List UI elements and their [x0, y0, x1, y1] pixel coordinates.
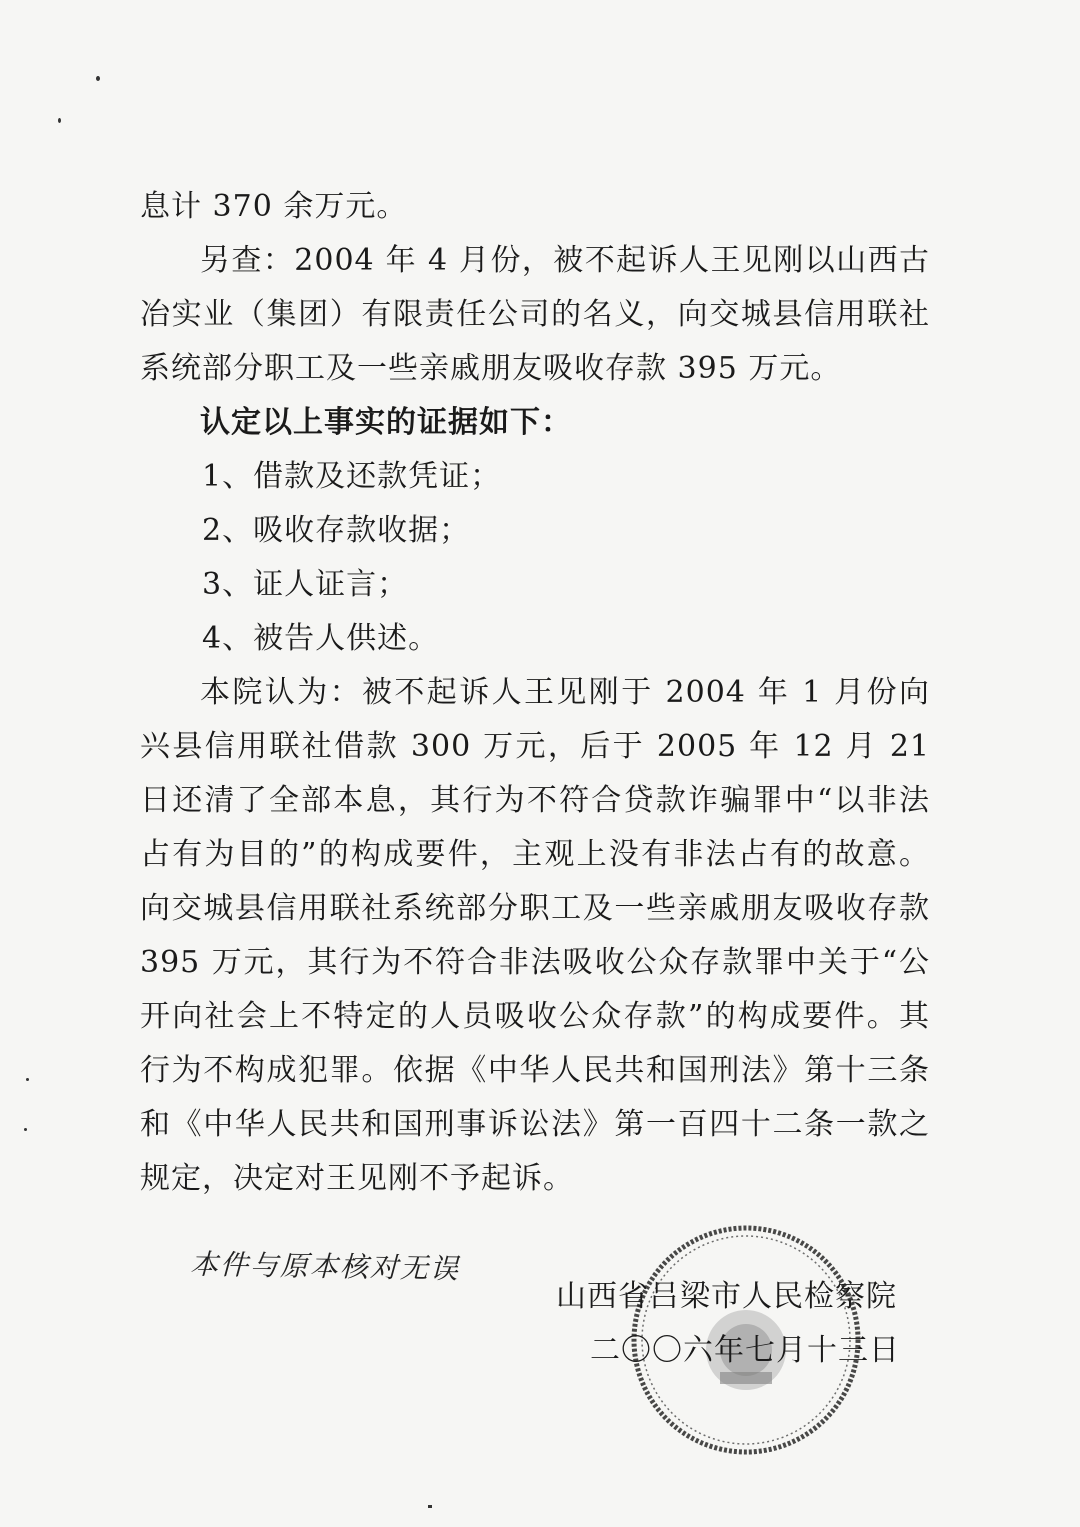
evidence-item: 4、被告人供述。 — [202, 621, 440, 656]
copy-verification-note: 本件与原本核对无误 — [189, 1247, 461, 1286]
signature-block — [556, 1270, 900, 1378]
issuing-authority: 山西省吕梁市人民检察院 — [556, 1279, 897, 1314]
document-body — [140, 180, 930, 1206]
evidence-heading: 认定以上事实的证据如下： — [200, 405, 572, 440]
evidence-item: 2、吸收存款收据； — [202, 513, 471, 548]
evidence-item: 3、证人证言； — [202, 567, 409, 602]
paragraph-continuation: 息计 370 余万元。 — [140, 189, 408, 224]
scan-speck — [428, 1505, 432, 1508]
scan-speck — [58, 118, 61, 123]
scan-speck — [96, 76, 100, 81]
evidence-item: 1、借款及还款凭证； — [202, 459, 502, 494]
scan-speck — [24, 1128, 27, 1131]
scan-speck — [26, 1078, 29, 1081]
issue-date: 二〇〇六年七月十三日 — [590, 1333, 900, 1368]
paragraph-conclusion: 本院认为：被不起诉人王见刚于 2004 年 1 月份向兴县信用联社借款 300 万元，后于 2005 年 12 月 21 日还清了全部本息，其行为不符合贷款诈骗罪中“以非法占有为目的”的构成要件，主观上没有非法占有的故意。向交城县信用联社系统部分职工及一些亲戚朋友吸收存款 395 万元，其行为不符合非法吸收公众存款罪中关于“公开向社会上不特定的人员吸收公众存款”的构成要件。其行为不构成犯罪。依据《中华人民共和国刑法》第十三条和《中华人民共和国刑事诉讼法》第一百四十二条一款之规定，决定对王见刚不予起诉。 — [140, 675, 930, 1196]
paragraph-additional-finding: 另查：2004 年 4 月份，被不起诉人王见刚以山西古冶实业（集团）有限责任公司的名义，向交城县信用联社系统部分职工及一些亲戚朋友吸收存款 395 万元。 — [140, 243, 930, 386]
